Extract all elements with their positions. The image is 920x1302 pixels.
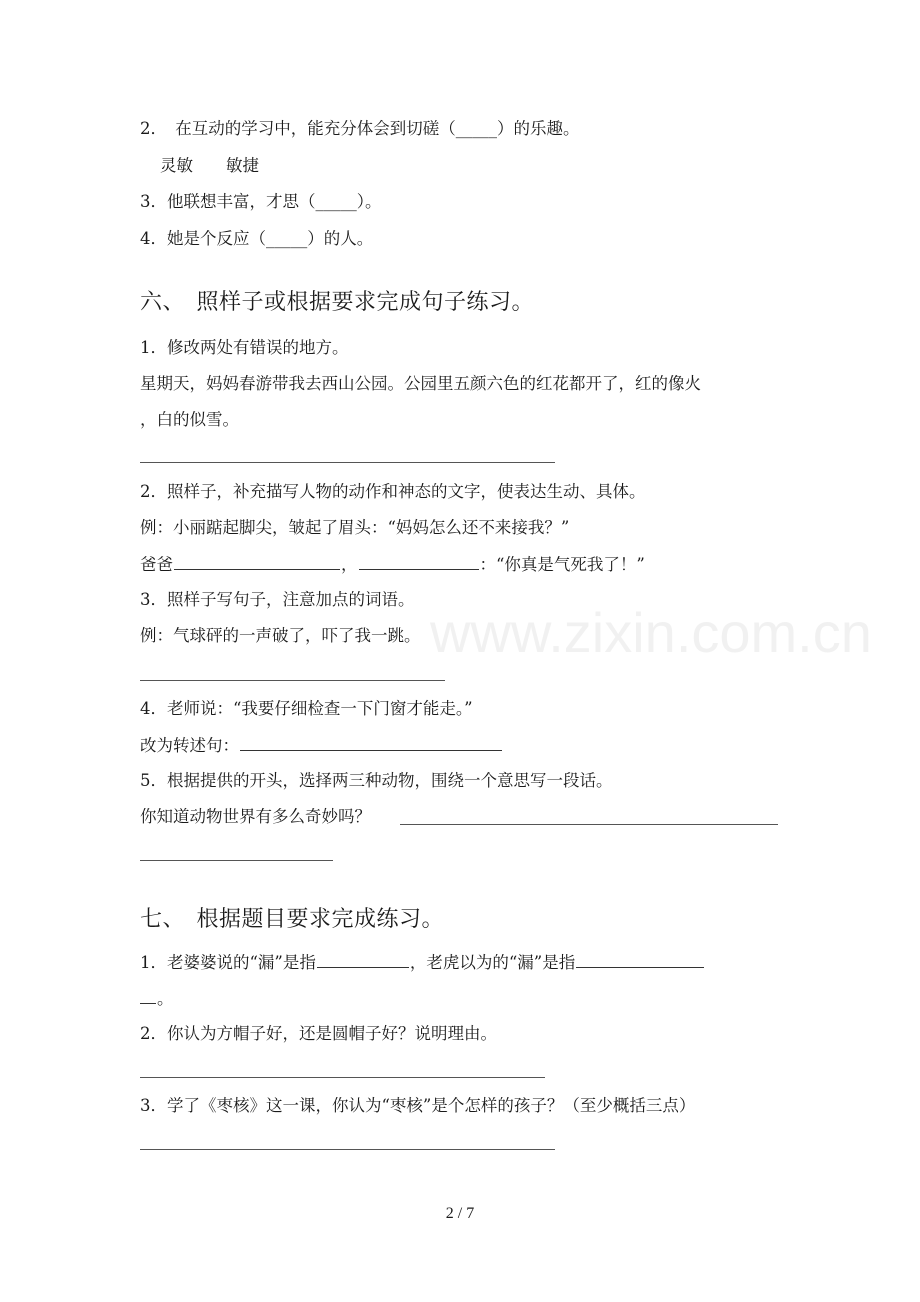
s7-q1-a: 1．老婆婆说的“漏”是指 (140, 953, 316, 972)
question-4: 4．她是个反应（_____）的人。 (140, 229, 374, 248)
fill-blank (576, 951, 704, 968)
s6-q2-answer-b: ， (341, 555, 358, 574)
answer-line (140, 680, 445, 681)
s6-question-1: 1．修改两处有错误的地方。 (140, 338, 349, 357)
answer-line (140, 860, 333, 861)
answer-line (140, 1077, 545, 1078)
s6-q4-prompt: 改为转述句： (140, 736, 239, 755)
fill-blank (317, 951, 409, 968)
s6-q5-prompt: 你知道动物世界有多么奇妙吗？ (140, 807, 371, 826)
question-2: 2． 在互动的学习中，能充分体会到切磋（_____）的乐趣。 (140, 119, 580, 138)
fill-blank (240, 734, 502, 751)
answer-line (140, 1149, 555, 1150)
s7-question-3: 3．学了《枣核》这一课，你认为“枣核”是个怎样的孩子？（至少概括三点） (140, 1096, 696, 1115)
s7-question-1 (140, 951, 705, 974)
s6-question-3: 3．照样子写句子，注意加点的词语。 (140, 590, 415, 609)
s6-q2-example: 例：小丽踮起脚尖，皱起了眉头：“妈妈怎么还不来接我？” (140, 518, 570, 537)
fill-blank (140, 987, 156, 1004)
s6-q3-example: 例：气球砰的一声破了，吓了我一跳。 (140, 626, 421, 645)
section-6-title: 六、 照样子或根据要求完成句子练习。 (140, 290, 535, 315)
s7-q1-b: ，老虎以为的“漏”是指 (409, 953, 576, 972)
s6-q2-answer (140, 553, 645, 576)
s6-question-5: 5．根据提供的开头，选择两三种动物，围绕一个意思写一段话。 (140, 771, 613, 790)
s6-q2-answer-a: 爸爸 (140, 555, 173, 574)
fill-blank (174, 553, 340, 570)
answer-line (400, 824, 778, 825)
fill-blank (359, 553, 479, 570)
s6-q1-text-line-2: ，白的似雪。 (140, 410, 239, 429)
s6-q5-prompt-row (140, 806, 371, 828)
s6-question-4: 4．老师说：“我要仔细检查一下门窗才能走。” (140, 699, 473, 718)
answer-line (140, 462, 555, 463)
word-choices: 灵敏 敏捷 (160, 156, 259, 175)
question-3: 3．他联想丰富，才思（_____）。 (140, 192, 382, 211)
page-number: 2 / 7 (445, 1205, 475, 1222)
section-7-title: 七、 根据题目要求完成练习。 (140, 907, 445, 932)
s7-q1-continuation (140, 987, 174, 1010)
s6-q4-prompt-row (140, 734, 503, 757)
s6-question-2: 2．照样子，补充描写人物的动作和神态的文字，使表达生动、具体。 (140, 482, 646, 501)
s7-question-2: 2．你认为方帽子好，还是圆帽子好？说明理由。 (140, 1024, 497, 1043)
s6-q2-answer-c: ：“你真是气死我了！” (479, 555, 645, 574)
watermark: www.zixin.com.cn (430, 601, 872, 664)
s6-q1-text-line-1: 星期天，妈妈春游带我去西山公园。公园里五颜六色的红花都开了，红的像火 (140, 374, 701, 393)
s7-q1-end: 。 (157, 989, 174, 1008)
